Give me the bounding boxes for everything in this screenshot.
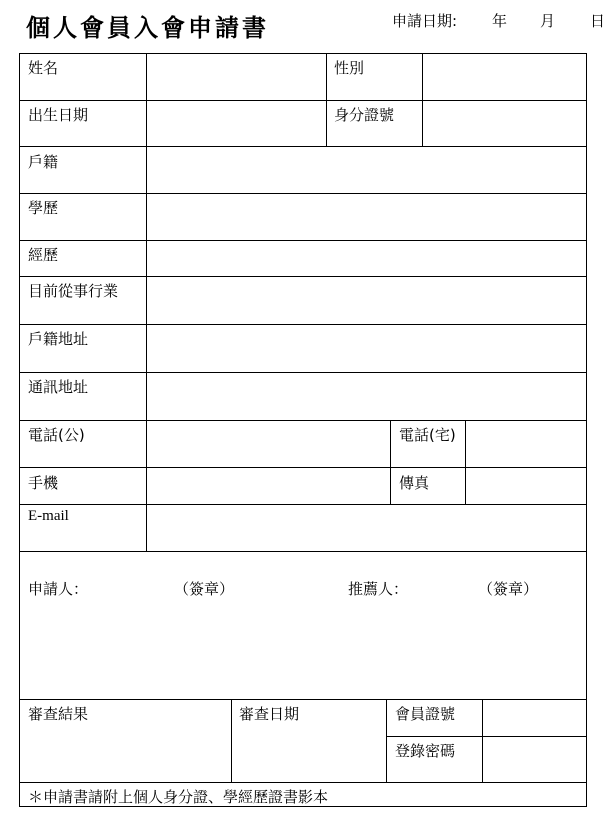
row-divider (19, 276, 587, 277)
review-result-label: 審查結果 (28, 705, 89, 723)
gender-label: 性別 (334, 59, 365, 77)
apply-date-day: 日 (590, 12, 606, 30)
row-divider (386, 736, 587, 737)
row-divider (19, 467, 587, 468)
apply-date-month: 月 (540, 12, 556, 30)
column-divider (386, 699, 387, 782)
household-registry-label: 戶籍 (28, 153, 59, 171)
applicant-seal-label: （簽章） (174, 580, 235, 598)
column-divider (390, 420, 391, 504)
experience-label: 經歷 (28, 246, 59, 264)
form-title: 個人會員入會申請書 (26, 14, 269, 42)
phone-home-label: 電話(宅) (399, 426, 456, 444)
apply-date-label: 申請日期: (392, 12, 458, 30)
column-divider (422, 53, 423, 146)
recommender-label: 推薦人： (348, 580, 409, 598)
mailing-address-label: 通訊地址 (28, 378, 89, 396)
row-divider (19, 782, 587, 783)
column-divider (146, 53, 147, 551)
birthdate-label: 出生日期 (28, 106, 89, 124)
phone-office-label: 電話(公) (28, 426, 85, 444)
column-divider (231, 699, 232, 782)
row-divider (19, 372, 587, 373)
row-divider (19, 100, 587, 101)
email-label: E-mail (28, 508, 69, 524)
review-date-label: 審查日期 (239, 705, 300, 723)
recommender-seal-label: （簽章） (478, 580, 539, 598)
row-divider (19, 146, 587, 147)
column-divider (482, 699, 483, 782)
fax-label: 傳真 (399, 474, 430, 492)
row-divider (19, 240, 587, 241)
row-divider (19, 699, 587, 700)
row-divider (19, 193, 587, 194)
application-form-table (19, 53, 587, 807)
row-divider (19, 504, 587, 505)
mobile-label: 手機 (28, 474, 59, 492)
applicant-label: 申請人： (28, 580, 89, 598)
education-label: 學歷 (28, 199, 59, 217)
footnote: ＊申請書請附上個人身分證、學經歷證書影本 (28, 788, 329, 806)
row-divider (19, 324, 587, 325)
row-divider (19, 420, 587, 421)
column-divider (465, 420, 466, 504)
id-number-label: 身分證號 (334, 106, 395, 124)
occupation-label: 目前從事行業 (28, 282, 119, 300)
login-password-label: 登錄密碼 (395, 742, 456, 760)
member-id-label: 會員證號 (395, 705, 456, 723)
column-divider (326, 53, 327, 146)
name-label: 姓名 (28, 59, 59, 77)
row-divider (19, 551, 587, 552)
apply-date-year: 年 (492, 12, 508, 30)
registered-address-label: 戶籍地址 (28, 330, 89, 348)
